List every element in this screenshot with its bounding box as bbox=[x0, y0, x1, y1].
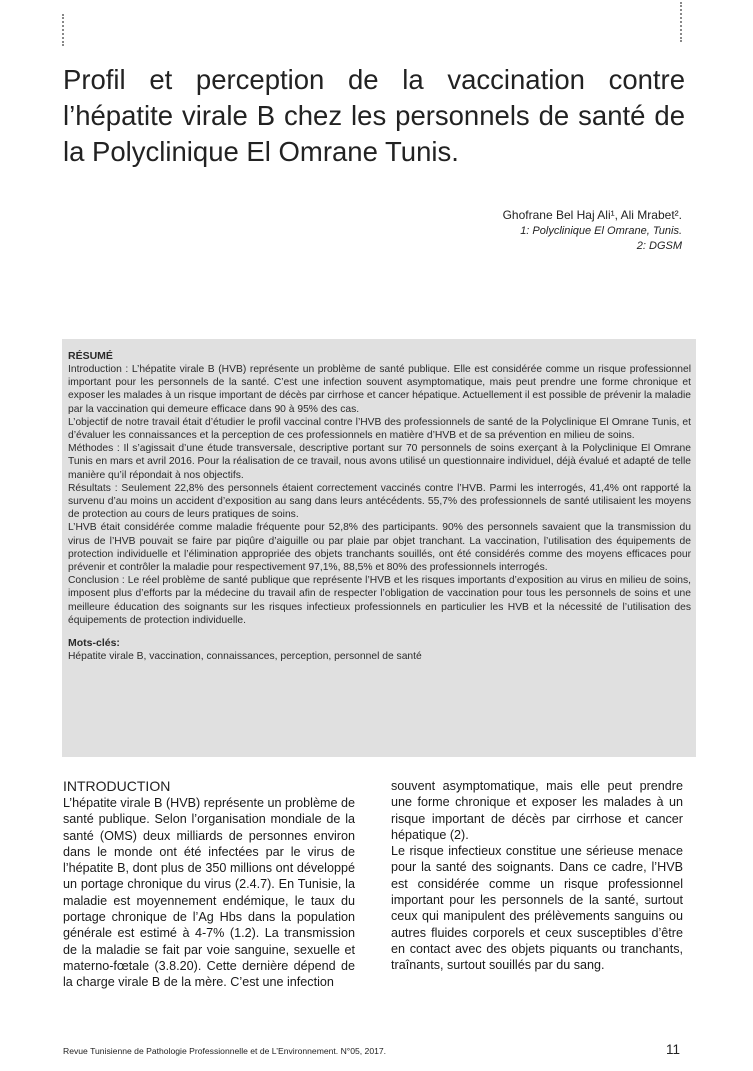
column-left bbox=[63, 778, 355, 991]
keywords-heading: Mots-clés: bbox=[68, 637, 120, 650]
abstract-box bbox=[62, 339, 696, 757]
dotted-margin-left bbox=[62, 14, 64, 46]
abstract-objective: L’objectif de notre travail était d’étudier le profil vaccinal contre l’HVB des professionnels de santé de la Polyclinique El Omrane Tunis, et d’évaluer les connaissances et la perception de ces professionnels en matière d’HVB et de sa prévention en milieu de soins. bbox=[68, 416, 691, 442]
journal-footer: Revue Tunisienne de Pathologie Professionnelle et de L’Environnement. N°05, 2017. bbox=[63, 1046, 387, 1056]
abstract-conclusion: Conclusion : Le réel problème de santé publique que représente l’HVB et les risques importants d’exposition au virus en milieu de soins, imposent plus d’efforts par la médecine du travail afin de respecter l’obligation de vaccination pour tous les personnels de soins et une meilleure éducation des soignants sur les risques infectieux professionnels en particulier les HVB et la nécessité de l’utilisation des équipements de protection individuelle. bbox=[68, 575, 691, 626]
affiliation-1: 1: Polyclinique El Omrane, Tunis. bbox=[520, 224, 682, 237]
affiliation-2: 2: DGSM bbox=[636, 240, 682, 252]
introduction-paragraph-1-continued: souvent asymptomatique, mais elle peut prendre une forme chronique et exposer les malades à un risque important de décès par cirrhose et cancer hépatique (2). bbox=[391, 779, 683, 842]
author-names: Ghofrane Bel Haj Ali¹, Ali Mrabet². bbox=[502, 208, 682, 222]
dotted-margin-right bbox=[680, 2, 682, 42]
abstract-results-continued: L’HVB était considérée comme maladie fréquente pour 52,8% des participants. 90% des personnels savaient que la transmission du virus de l’HVB pouvait se faire par piqûre d’aiguille ou par plaie par objet tranchant. La vaccination, l’utilisation des équipements de protection individuelle et l’élimination appropriée des objets tranchants souillés, ont été considérés comme des moyens efficaces pour prévenir et contrôler la maladie pour respectivement 97,1%, 88,5% et 80% des professionnels interrogés. bbox=[68, 522, 691, 574]
author-block bbox=[503, 208, 682, 255]
introduction-paragraph-2: Le risque infectieux constitue une sérieuse menace pour la santé des soignants. Dans ce cadre, l’HVB est considérée comme un risque professionnel important pour les personnels de la santé, surtout ceux qui manipulent des prélèvements sanguins ou autres fluides corporels et ceux susceptibles d’être en contact avec des objets piquants ou tranchants, traînants, surtout souillés par du sang. bbox=[391, 844, 683, 973]
page-number: 11 bbox=[666, 1042, 681, 1057]
abstract-heading: RÉSUMÉ bbox=[68, 350, 113, 362]
abstract-introduction: Introduction : L’hépatite virale B (HVB) représente un problème de santé publique. Elle est considérée comme un risque professionnel important pour les personnels de la santé. C’est une infection souvent asymptomatique, mais peut prendre une forme chronique et exposer les malades à un risque important de décès par cirrhose et cancer hépatique. Actuellement il est possible de prévenir la maladie par la vaccination qui demeure efficace dans 90 à 95% des cas. bbox=[68, 364, 691, 415]
introduction-paragraph-1: L’hépatite virale B (HVB) représente un problème de santé publique. Selon l’organisation mondiale de la santé (OMS) deux milliards de personnes environ dans le monde ont été infectées par le virus de l’hépatite B, dont plus de 350 millions ont développé un portage chronique du virus (2.4.7). En Tunisie, la maladie est moyennement endémique, le taux du portage chronique de l’Ag Hbs dans la population générale est estimé à 4-7% (1.2). La transmission de la maladie se fait par voie sanguine, sexuelle et materno-fœtale (3.8.20). Cette dernière dépend de la charge virale B de la mère. C’est une infection bbox=[63, 796, 355, 990]
keywords-list: Hépatite virale B, vaccination, connaissances, perception, personnel de santé bbox=[68, 651, 422, 663]
column-right bbox=[391, 778, 683, 974]
article-title: Profil et perception de la vaccination contre l’hépatite virale B chez les personnels de santé de la Polyclinique El Omrane Tunis. bbox=[63, 64, 685, 167]
abstract-methods: Méthodes : Il s’agissait d’une étude transversale, descriptive portant sur 70 personnels de soins exerçant à la Polyclinique El Omrane Tunis en mars et avril 2016. Pour la réalisation de ce travail, nous avons utilisé un questionnaire individuel, déjà évalué et adapté de telle manière qu’il répondait à nos objectifs. bbox=[68, 443, 691, 481]
introduction-heading: INTRODUCTION bbox=[63, 778, 171, 794]
abstract-results: Résultats : Seulement 22,8% des personnels étaient correctement vaccinés contre l’HVB. Parmi les interrogés, 41,4% ont rapporté la survenu d’au moins un accident d’exposition au sang dans leurs antécédents. 55,7% des professionnels de santé utilisaient les moyens de protection au cours de leurs pratiques de soins. bbox=[68, 482, 691, 521]
